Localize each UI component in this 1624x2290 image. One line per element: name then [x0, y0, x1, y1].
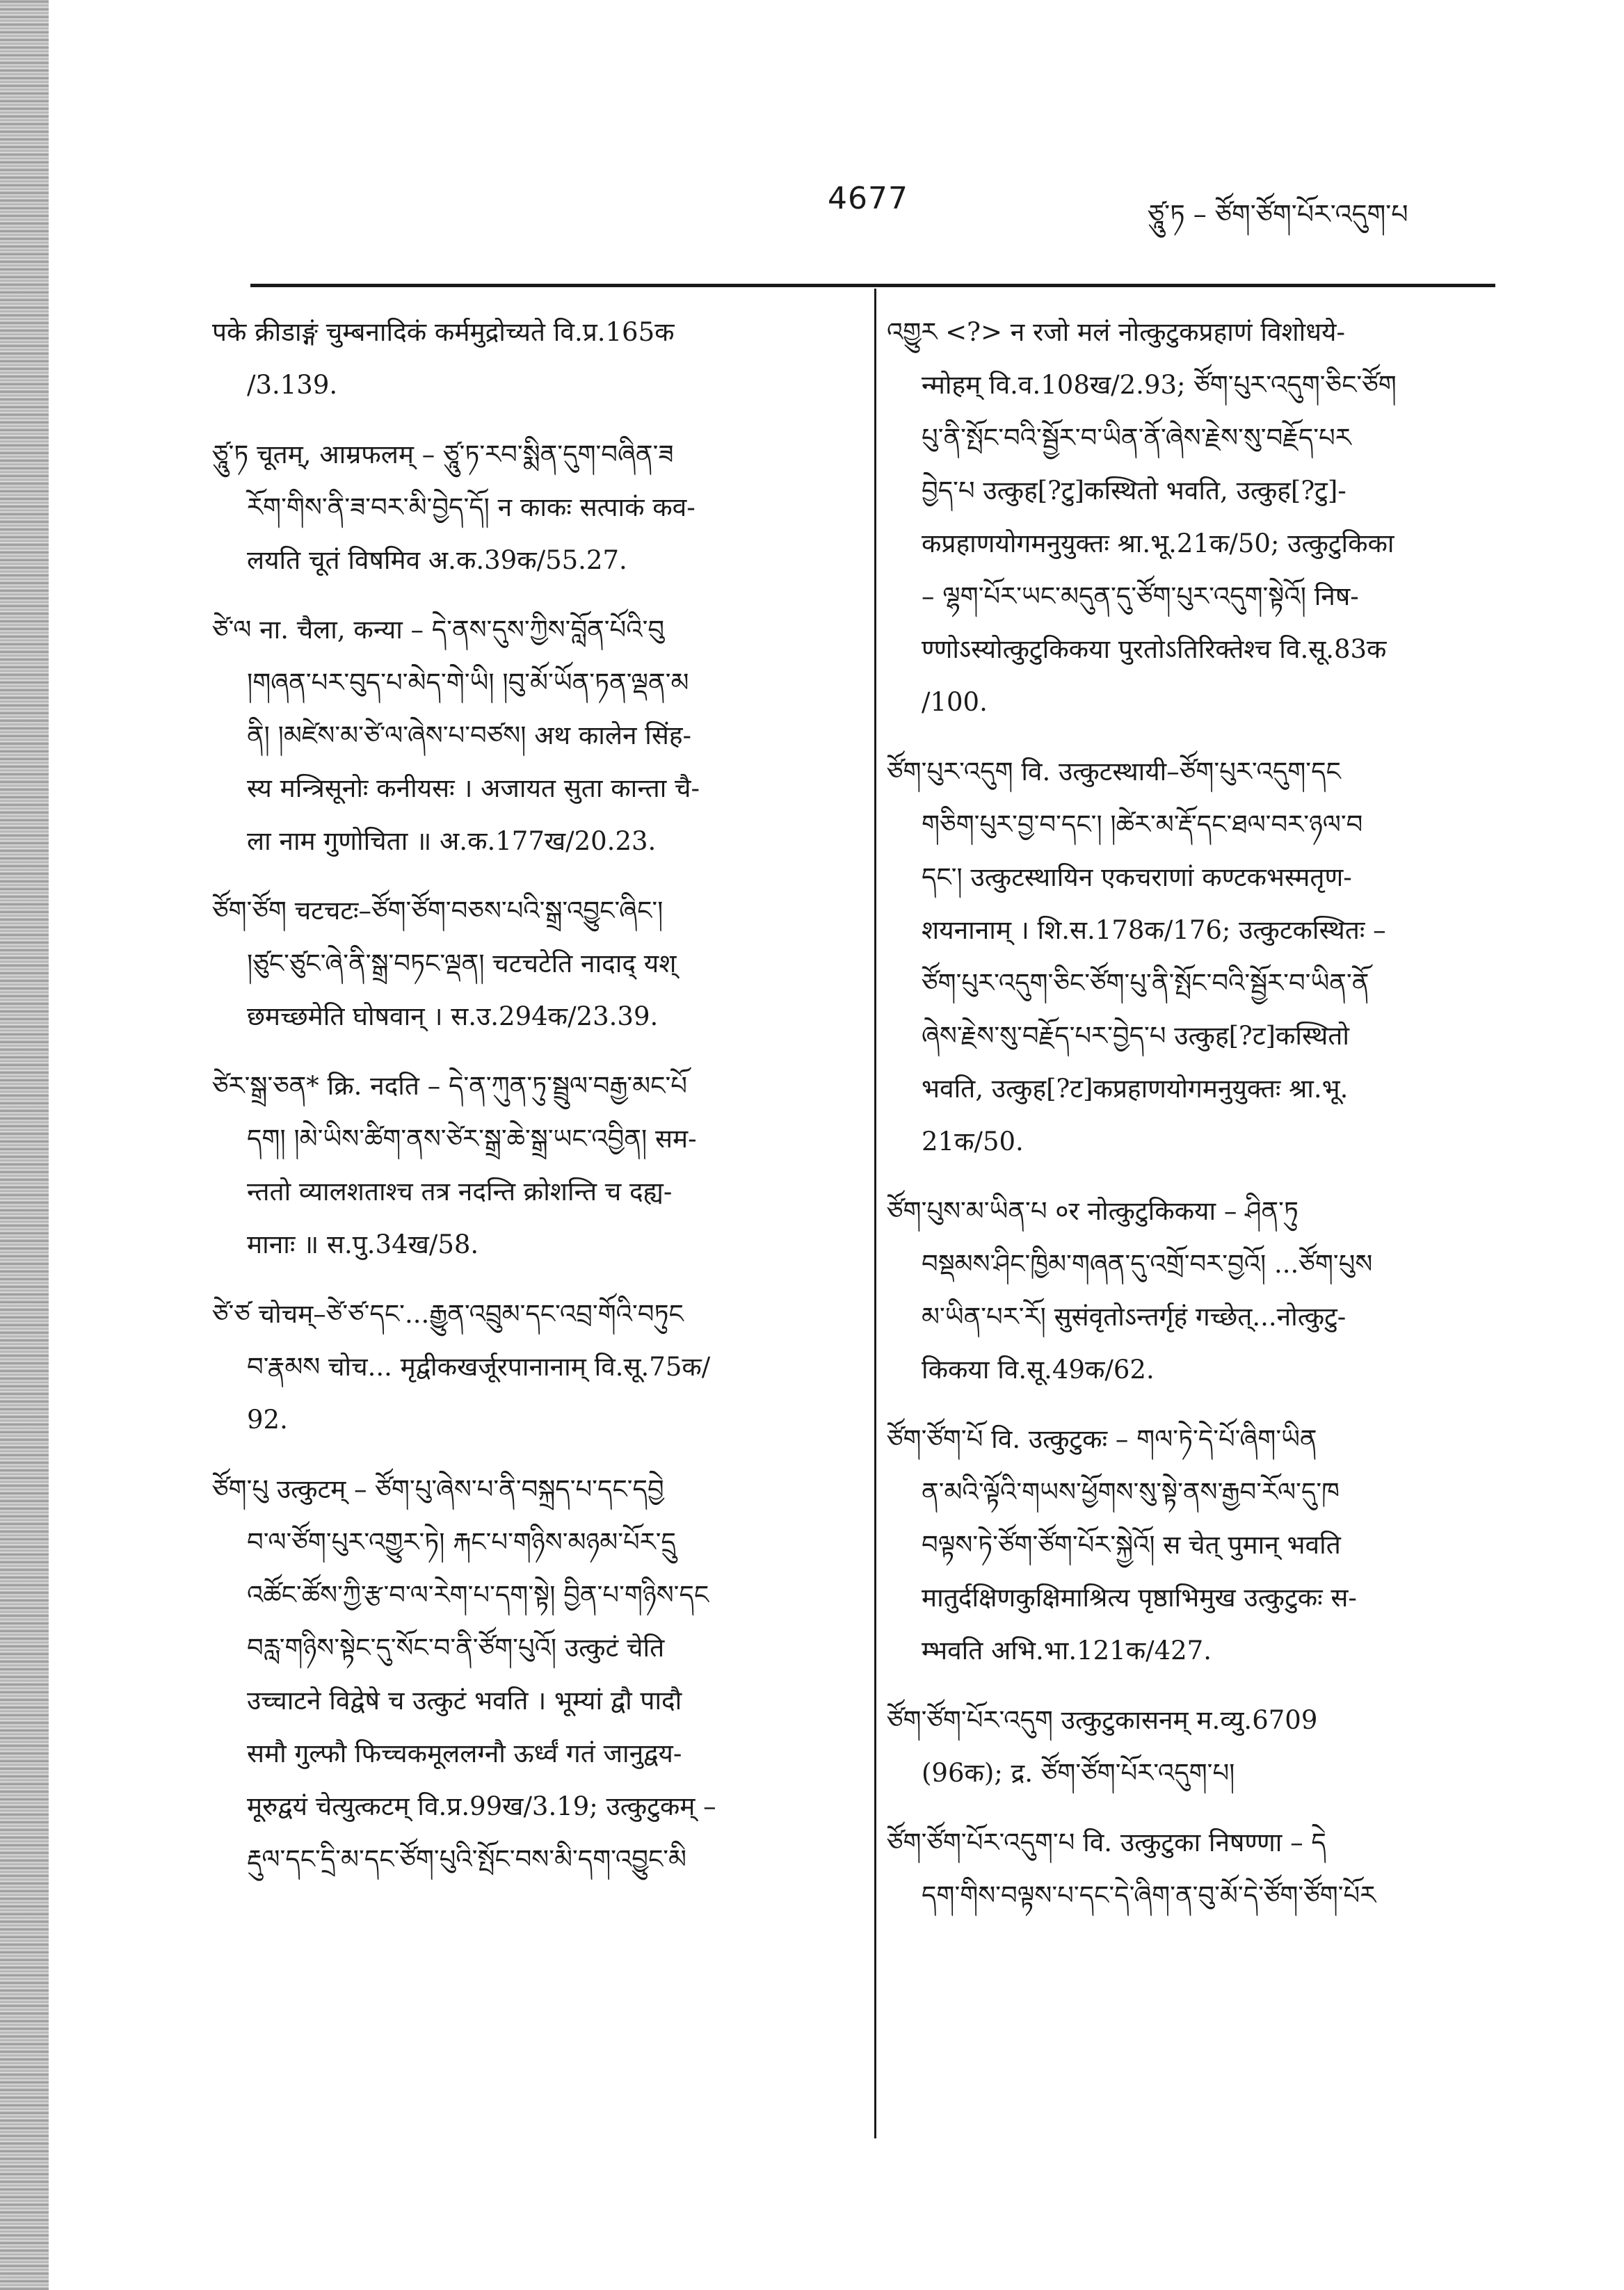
entry-line: शयनानाम् । शि.स.178क/176; उत्कुटकस्थितः –: [922, 915, 1386, 945]
dictionary-entry: [887, 1816, 1492, 1922]
entry-line: ཙོག་ཙོག་པོ वि. उत्कुटुकः – གལ་ཏེ་དེ་པོ་ཞིག་ཡིན: [887, 1424, 1317, 1454]
dictionary-entry: [212, 885, 838, 1043]
dictionary-entry: [212, 428, 838, 587]
entry-line: (96क); द्र. ཙོག་ཙོག་པོར་འདུག་པ།: [922, 1758, 1235, 1788]
running-head: ཙཱུ་ཏ – ཙོག་ཙོག་པོར་འདུག་པ: [1148, 199, 1408, 229]
entry-line: कप्रहाणयोगमनुयुक्तः श्रा.भू.21क/50; उत्कुटुकिका: [922, 529, 1394, 558]
entry-line: ཙེ་ཙ चोचम्–ཙེ་ཙ་དང་...རྒྱུན་འབྲུམ་དང་འབྲ་གོའི་བཏུང: [212, 1299, 684, 1329]
entry-line: छमच्छमेति घोषवान् । स.उ.294क/23.39.: [247, 1001, 659, 1031]
entry-line: /3.139.: [247, 370, 338, 400]
entry-line: མ་ཡིན་པར་རོ། सुसंवृतोऽन्तर्गृहं गच्छेत्...नोत्कुटु-: [922, 1302, 1346, 1332]
entry-line: དག། །མེ་ཡིས་ཚིག་ནས་ཙེར་སྒྲ་ཆེ་སྒྲ་ཡང་འབྱིན། सम-: [247, 1124, 697, 1154]
entry-line: लयति चूतं विषमिव अ.क.39क/55.27.: [247, 545, 627, 575]
entry-line: ཙེར་སྒྲ་ཅན* क्रि. नदति – དེ་ན་ཀུན་ཏུ་སྦྲུལ་བརྒྱ་མང་པོ: [212, 1071, 687, 1101]
entry-line: पके क्रीडाङ्गं चुम्बनादिकं कर्ममुद्रोच्यते वि.प्र.165क: [212, 317, 675, 347]
dictionary-entry: [212, 306, 838, 412]
dictionary-entry: [887, 1694, 1492, 1800]
entry-line: मातुर्दक्षिणकुक्षिमाश्रित्य पृष्ठाभिमुख उत्कुटुकः स-: [922, 1583, 1357, 1613]
entry-line: ན་མའི་ལྟོའི་གཡས་ཕྱོགས་སུ་སྟེ་ནས་རྒྱབ་རོལ་དུ་ཁ: [922, 1477, 1340, 1507]
entry-line: म्भवति अभि.भा.121क/427.: [922, 1636, 1212, 1666]
entry-line: གཅིག་པུར་བྱ་བ་དང་། །ཚེར་མ་རྡོ་དང་ཐལ་བར་ཉལ་བ: [922, 809, 1363, 839]
entry-line: 21क/50.: [922, 1127, 1024, 1156]
entry-line: न्मोहम् वि.व.108ख/2.93; ཙོག་པུར་འདུག་ཅིང་ཙོག: [922, 370, 1397, 400]
column-divider: [874, 289, 876, 2138]
entry-line: मानाः ॥ स.पु.34ख/58.: [247, 1229, 479, 1259]
entry-line: །ཙུང་ཙུང་ཞེ་ནི་སྒྲ་བཏང་ལྡན། चटचटेति नादाद् यश्: [247, 949, 677, 978]
entry-line: འཚོང་ཚོས་ཀྱི་རྩ་བ་ལ་རེག་པ་དག་སྟེ། བྱིན་པ་གཉིས་དང: [247, 1580, 709, 1610]
entry-line: ཙོག་པུས་མ་ཡིན་པ ०र नोत्कुटुकिकया – ཤིན་ཏུ: [887, 1196, 1299, 1226]
dictionary-entry: [212, 604, 838, 868]
entry-line: དང་། उत्कुटस्थायिन एकचराणां कण्टकभस्मतृण-: [922, 862, 1352, 892]
entry-line: मूरुद्वयं चेत्युत्कटम् वि.प्र.99ख/3.19; उत्कुटुकम् –: [247, 1791, 716, 1821]
entry-line: समौ गुल्फौ फिच्चकमूललग्नौ ऊर्ध्वं गतं जानुद्वय-: [247, 1739, 682, 1768]
right-column: [887, 306, 1492, 1939]
entry-line: ཙཱུ་ཏ चूतम्, आम्रफलम् – ཙཱུ་ཏ་རབ་སྨིན་དུག་བཞིན་ཟ: [212, 440, 674, 469]
entry-line: འགྱུར <?> न रजो मलं नोत्कुटुकप्रहाणं विशोधये-: [887, 317, 1345, 347]
entry-line: བ་ལ་ཙོག་པུར་འགྱུར་ཏེ། རྐང་པ་གཉིས་མཉམ་པོར་དྲུ: [247, 1527, 676, 1557]
entry-line: བྱེད་པ उत्कुह[?टु]कस्थितो भवति, उत्कुह[?टु]-: [922, 476, 1346, 506]
scan-binding-edge: [0, 0, 49, 2290]
entry-line: ཞེས་རྗེས་སུ་བརྗོད་པར་བྱེད་པ उत्कुह[?ट]कस्थितो: [922, 1021, 1349, 1051]
left-column: [212, 306, 838, 1903]
entry-line: ནི། །མཛེས་མ་ཙེ་ལ་ཞེས་པ་བཙས། अथ कालेन सिंह-: [247, 720, 692, 750]
entry-line: དག་གིས་བལྟས་པ་དང་དེ་ཞིག་ན་བུ་མོ་དེ་ཙོག་ཙོག་པོར: [922, 1880, 1376, 1910]
dictionary-entry: [212, 1463, 838, 1886]
entry-line: भवति, उत्कुह[?ट]कप्रहाणयोगमनुयुक्तः श्रा.भू.: [922, 1074, 1349, 1104]
entry-line: ला नाम गुणोचिता ॥ अ.क.177ख/20.23.: [247, 826, 657, 856]
entry-line: ཙོག་པུར་འདུག वि. उत्कुटस्थायी–ཙོག་པུར་འདུག་དང: [887, 757, 1341, 787]
page-number: 4677: [828, 181, 908, 216]
entry-line: 92.: [247, 1405, 288, 1435]
entry-line: བརླ་གཉིས་སྟེང་དུ་སོང་བ་ནི་ཙོག་པུའོ། उत्कुटं चेति: [247, 1633, 665, 1663]
entry-line: स्य मन्त्रिसूनोः कनीयसः । अजायत सुता कान्ता चै-: [247, 773, 700, 803]
entry-line: །གཞན་པར་བུད་པ་མེད་གེ་ཡི། །བུ་མོ་ཡོན་ཏན་ལྡན་མ: [247, 668, 689, 698]
entry-line: བ་རྣམས चोच... मृद्वीकखर्जूरपानानाम् वि.सू.75क/: [247, 1352, 711, 1382]
entry-line: ཙོག་ཙོག་པོར་འདུག་པ वि. उत्कुटुका निषण्णा – དེ: [887, 1828, 1326, 1857]
entry-line: ཙོག་ཙོག चटचटः–ཙོག་ཙོག་བཅས་པའི་སྒྲ་འབྱུང་ཞིང་།: [212, 896, 664, 926]
entry-line: किकया वि.सू.49क/62.: [922, 1355, 1155, 1385]
page-header: [0, 174, 1624, 236]
header-rule: [250, 284, 1495, 287]
dictionary-entry: [887, 306, 1492, 729]
entry-line: བསྡམས་ཤིང་ཁྱིམ་གཞན་དུ་འགྲོ་བར་བྱའོ། ...ཙོག་པུས: [922, 1249, 1373, 1279]
entry-line: ཙོག་པུར་འདུག་ཅིང་ཙོག་པུ་ནི་སྤོང་བའི་སྦྱོར་བ་ཡིན་ནོ: [922, 968, 1369, 998]
dictionary-entry: [887, 1185, 1492, 1396]
entry-line: ཙེ་ལ ना. चैला, कन्या – དེ་ནས་དུས་ཀྱིས་བློན་པོའི་བུ: [212, 615, 665, 645]
dictionary-entry: [887, 1413, 1492, 1677]
entry-line: ཙོག་ཙོག་པོར་འདུག उत्कुटुकासनम् म.व्यु.6709: [887, 1705, 1318, 1735]
entry-line: ण्णोऽस्योत्कुटुकिकया पुरतोऽतिरिक्तेश्च वि.सू.83क: [922, 634, 1387, 664]
entry-line: – ལྷག་པོར་ཡང་མདུན་དུ་ཙོག་པུར་འདུག་སྟེའོ། निष-: [922, 581, 1359, 611]
dictionary-entry: [212, 1288, 838, 1446]
entry-line: /100.: [922, 687, 988, 717]
entry-line: न्ततो व्यालशताश्च तत्र नदन्ति क्रोशन्ति च दह्य-: [247, 1177, 673, 1207]
entry-line: ཙོག་པུ उत्कुटम् – ཙོག་པུ་ཞེས་པ་ནི་བསྐྲད་པ་དང་དབྱེ: [212, 1474, 664, 1504]
entry-line: རོག་གིས་ནི་ཟ་བར་མི་བྱེད་དོ། न काकः सत्पाकं कव-: [247, 492, 696, 522]
dictionary-entry: [212, 1060, 838, 1271]
entry-line: རྡུལ་དང་དྲི་མ་དང་ཙོག་པུའི་སྤོང་བས་མི་དག་འབྱུང་མི: [247, 1844, 687, 1874]
entry-line: པུ་ནི་སྤོང་བའི་སྦྱོར་བ་ཡིན་ནོ་ཞེས་རྗེས་སུ་བརྗོད་པར: [922, 423, 1351, 453]
dictionary-entry: [887, 745, 1492, 1168]
entry-line: བལྟས་ཏེ་ཙོག་ཙོག་པོར་སྐྱེའོ། स चेत् पुमान् भवति: [922, 1530, 1341, 1560]
entry-line: उच्चाटने विद्वेषे च उत्कुटं भवति । भूम्यां द्वौ पादौ: [247, 1686, 682, 1716]
